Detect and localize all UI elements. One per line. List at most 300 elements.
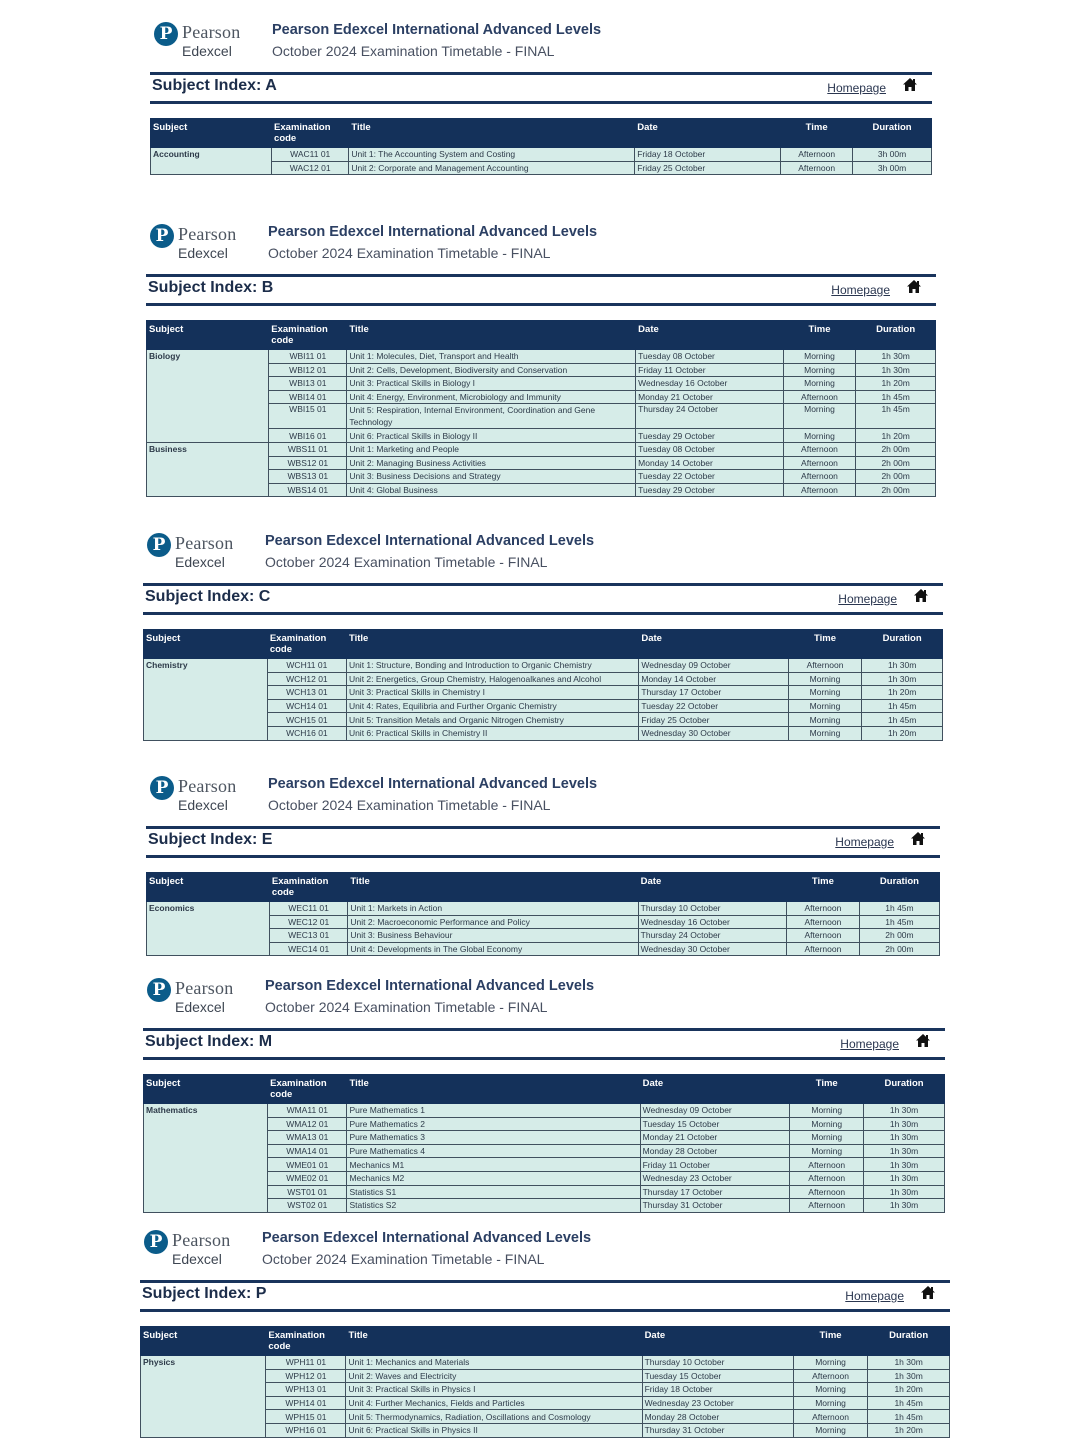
- time-cell: Morning: [793, 1356, 867, 1370]
- col-header-exam-code: Examination code: [272, 119, 349, 148]
- exam-code-cell: WST01 01: [268, 1185, 347, 1199]
- subject-index-bar: [146, 274, 936, 306]
- time-cell: Morning: [790, 1131, 864, 1145]
- duration-cell: 1h 30m: [864, 1185, 945, 1199]
- title-cell: Unit 1: Markets in Action: [348, 902, 638, 916]
- date-cell: Thursday 31 October: [640, 1199, 790, 1213]
- title-cell: Pure Mathematics 3: [347, 1131, 640, 1145]
- brand-name: Pearson: [172, 1230, 231, 1250]
- time-cell: Afternoon: [783, 456, 856, 470]
- time-cell: Morning: [788, 726, 862, 740]
- col-header-time: Time: [783, 321, 856, 350]
- duration-cell: 1h 30m: [864, 1104, 945, 1118]
- date-cell: Monday 28 October: [640, 1144, 790, 1158]
- subject-index-label: Subject Index: M: [145, 1033, 273, 1050]
- header-titles: [265, 978, 594, 1015]
- table-header-row: [141, 1327, 950, 1356]
- brand-name: Pearson: [182, 22, 241, 42]
- date-cell: Monday 28 October: [642, 1410, 793, 1424]
- duration-cell: 1h 45m: [862, 699, 943, 713]
- date-cell: Thursday 10 October: [638, 902, 786, 916]
- col-header-title: Title: [348, 873, 638, 902]
- col-header-exam-code: Examination code: [267, 630, 346, 659]
- time-cell: Afternoon: [783, 483, 856, 497]
- time-cell: Morning: [783, 404, 856, 429]
- date-cell: Friday 18 October: [635, 148, 781, 162]
- date-cell: Wednesday 09 October: [640, 1104, 790, 1118]
- title-cell: Unit 1: Mechanics and Materials: [346, 1356, 642, 1370]
- subject-section: [150, 20, 932, 175]
- exam-code-cell: WCH12 01: [267, 672, 346, 686]
- exam-code-cell: WEC13 01: [269, 929, 348, 943]
- time-cell: Afternoon: [783, 390, 856, 404]
- section-header: [140, 1228, 950, 1280]
- title-cell: Unit 6: Practical Skills in Chemistry II: [346, 726, 638, 740]
- date-cell: Wednesday 30 October: [639, 726, 788, 740]
- duration-cell: 1h 30m: [856, 363, 936, 377]
- pearson-logo: [150, 776, 260, 818]
- time-cell: Afternoon: [783, 442, 856, 456]
- pearson-logo: [144, 1230, 254, 1272]
- duration-cell: 1h 30m: [864, 1171, 945, 1185]
- date-cell: Friday 18 October: [642, 1383, 793, 1397]
- duration-cell: 1h 30m: [864, 1158, 945, 1172]
- subject-section: [143, 531, 943, 741]
- date-cell: Thursday 24 October: [636, 404, 784, 429]
- subject-cell: Physics: [141, 1356, 266, 1438]
- date-cell: Wednesday 30 October: [638, 942, 786, 956]
- col-header-duration: Duration: [859, 873, 939, 902]
- duration-cell: 1h 30m: [856, 350, 936, 364]
- house-icon[interactable]: [920, 1285, 936, 1304]
- subject-index-label: Subject Index: P: [142, 1285, 267, 1302]
- title-cell: Unit 2: Managing Business Activities: [347, 456, 636, 470]
- time-cell: Afternoon: [786, 929, 859, 943]
- exam-code-cell: WAC11 01: [272, 148, 349, 162]
- date-cell: Monday 21 October: [640, 1131, 790, 1145]
- date-cell: Monday 14 October: [639, 672, 788, 686]
- duration-cell: 1h 20m: [856, 429, 936, 443]
- house-icon[interactable]: [915, 1033, 931, 1052]
- col-header-date: Date: [640, 1075, 790, 1104]
- title-cell: Statistics S2: [347, 1199, 640, 1213]
- section-header: [146, 774, 940, 826]
- header-titles: [272, 22, 601, 59]
- title-cell: Unit 1: The Accounting System and Costing: [349, 148, 635, 162]
- duration-cell: 1h 45m: [859, 902, 939, 916]
- title-cell: Unit 5: Respiration, Internal Environment, Coordination and Gene Technology: [347, 404, 636, 429]
- homepage-link[interactable]: Homepage: [835, 835, 894, 849]
- col-header-exam-code: Examination code: [269, 873, 348, 902]
- timetable-title: October 2024 Examination Timetable - FINAL: [268, 797, 551, 813]
- exam-code-cell: WCH13 01: [267, 686, 346, 700]
- subject-index-bar: [150, 72, 932, 104]
- title-cell: Unit 3: Practical Skills in Physics I: [346, 1383, 642, 1397]
- timetable-title: October 2024 Examination Timetable - FINAL: [265, 554, 548, 570]
- brand-name: Pearson: [178, 224, 237, 244]
- col-header-exam-code: Examination code: [268, 1075, 347, 1104]
- title-cell: Unit 4: Global Business: [347, 483, 636, 497]
- duration-cell: 2h 00m: [856, 470, 936, 484]
- exam-code-cell: WPH16 01: [266, 1423, 346, 1437]
- pearson-p-icon: P: [150, 776, 174, 800]
- date-cell: Wednesday 09 October: [639, 659, 788, 673]
- duration-cell: 1h 30m: [864, 1117, 945, 1131]
- col-header-duration: Duration: [868, 1327, 950, 1356]
- exam-code-cell: WMA11 01: [268, 1104, 347, 1118]
- title-cell: Unit 4: Further Mechanics, Fields and Particles: [346, 1396, 642, 1410]
- duration-cell: 1h 30m: [864, 1199, 945, 1213]
- exam-code-cell: WAC12 01: [272, 161, 349, 175]
- exam-code-cell: WBI15 01: [269, 404, 347, 429]
- brand-sub: Edexcel: [178, 245, 228, 261]
- time-cell: Afternoon: [790, 1158, 864, 1172]
- col-header-duration: Duration: [853, 119, 932, 148]
- duration-cell: 1h 45m: [868, 1410, 950, 1424]
- homepage-link[interactable]: Homepage: [840, 1037, 899, 1051]
- time-cell: Afternoon: [781, 148, 853, 162]
- exam-code-cell: WBI13 01: [269, 377, 347, 391]
- subject-index-bar: [143, 1028, 945, 1060]
- table-row: [144, 659, 943, 673]
- table-header-row: [147, 873, 940, 902]
- pearson-p-icon: P: [147, 978, 171, 1002]
- pearson-logo: [147, 978, 257, 1020]
- time-cell: Afternoon: [786, 902, 859, 916]
- col-header-time: Time: [786, 873, 859, 902]
- col-header-date: Date: [642, 1327, 793, 1356]
- time-cell: Afternoon: [781, 161, 853, 175]
- section-header: [146, 222, 936, 274]
- title-cell: Unit 4: Energy, Environment, Microbiology and Immunity: [347, 390, 636, 404]
- duration-cell: 3h 00m: [853, 148, 932, 162]
- date-cell: Thursday 24 October: [638, 929, 786, 943]
- date-cell: Thursday 17 October: [639, 686, 788, 700]
- time-cell: Afternoon: [783, 470, 856, 484]
- title-cell: Unit 2: Waves and Electricity: [346, 1369, 642, 1383]
- subject-cell: Mathematics: [144, 1104, 268, 1213]
- time-cell: Morning: [788, 699, 862, 713]
- time-cell: Morning: [783, 363, 856, 377]
- duration-cell: 1h 30m: [862, 672, 943, 686]
- subject-cell: Economics: [147, 902, 270, 956]
- duration-cell: 2h 00m: [859, 942, 939, 956]
- exam-code-cell: WEC11 01: [269, 902, 348, 916]
- date-cell: Tuesday 08 October: [636, 350, 784, 364]
- duration-cell: 1h 20m: [862, 726, 943, 740]
- time-cell: Morning: [783, 429, 856, 443]
- house-icon[interactable]: [910, 831, 926, 850]
- exam-code-cell: WBS11 01: [269, 442, 347, 456]
- brand-name: Pearson: [175, 978, 234, 998]
- exam-code-cell: WEC14 01: [269, 942, 348, 956]
- date-cell: Thursday 17 October: [640, 1185, 790, 1199]
- duration-cell: 2h 00m: [856, 442, 936, 456]
- brand-sub: Edexcel: [178, 797, 228, 813]
- homepage-link[interactable]: Homepage: [845, 1289, 904, 1303]
- col-header-subject: Subject: [141, 1327, 266, 1356]
- col-header-title: Title: [349, 119, 635, 148]
- qualification-title: Pearson Edexcel International Advanced Levels: [265, 533, 595, 549]
- date-cell: Friday 25 October: [635, 161, 781, 175]
- table-row: [147, 350, 936, 364]
- exam-code-cell: WPH12 01: [266, 1369, 346, 1383]
- time-cell: Morning: [790, 1104, 864, 1118]
- time-cell: Afternoon: [790, 1171, 864, 1185]
- subject-section: [140, 1228, 950, 1438]
- title-cell: Unit 3: Business Decisions and Strategy: [347, 470, 636, 484]
- subject-index-bar: [146, 826, 940, 858]
- exam-code-cell: WMA14 01: [268, 1144, 347, 1158]
- pearson-p-icon: P: [147, 533, 171, 557]
- time-cell: Morning: [788, 686, 862, 700]
- subject-index-label: Subject Index: C: [145, 588, 271, 605]
- timetable-table: [146, 320, 936, 497]
- col-header-duration: Duration: [864, 1075, 945, 1104]
- date-cell: Thursday 31 October: [642, 1423, 793, 1437]
- house-icon[interactable]: [913, 588, 929, 607]
- col-header-date: Date: [636, 321, 784, 350]
- col-header-duration: Duration: [856, 321, 936, 350]
- pearson-logo: [147, 533, 257, 575]
- date-cell: Tuesday 22 October: [639, 699, 788, 713]
- header-titles: [262, 1230, 591, 1267]
- duration-cell: 1h 30m: [864, 1144, 945, 1158]
- house-icon[interactable]: [902, 77, 918, 96]
- duration-cell: 1h 45m: [862, 713, 943, 727]
- homepage-link[interactable]: Homepage: [838, 592, 897, 606]
- subject-index-label: Subject Index: A: [152, 77, 277, 94]
- brand-sub: Edexcel: [175, 999, 225, 1015]
- duration-cell: 1h 45m: [859, 915, 939, 929]
- qualification-title: Pearson Edexcel International Advanced Levels: [272, 22, 602, 38]
- duration-cell: 2h 00m: [856, 456, 936, 470]
- subject-index-label: Subject Index: B: [148, 279, 274, 296]
- brand-name: Pearson: [175, 533, 234, 553]
- title-cell: Unit 4: Developments in The Global Economy: [348, 942, 638, 956]
- homepage-link[interactable]: Homepage: [831, 283, 890, 297]
- col-header-title: Title: [346, 630, 638, 659]
- timetable-table: [140, 1326, 950, 1438]
- col-header-subject: Subject: [144, 630, 268, 659]
- exam-code-cell: WPH13 01: [266, 1383, 346, 1397]
- timetable-table: [143, 629, 943, 741]
- title-cell: Unit 1: Marketing and People: [347, 442, 636, 456]
- title-cell: Unit 2: Cells, Development, Biodiversity and Conservation: [347, 363, 636, 377]
- exam-code-cell: WBI14 01: [269, 390, 347, 404]
- pearson-p-icon: P: [150, 224, 174, 248]
- brand-sub: Edexcel: [182, 43, 232, 59]
- col-header-time: Time: [788, 630, 862, 659]
- date-cell: Monday 14 October: [636, 456, 784, 470]
- date-cell: Friday 11 October: [640, 1158, 790, 1172]
- exam-code-cell: WBI12 01: [269, 363, 347, 377]
- col-header-subject: Subject: [147, 321, 269, 350]
- duration-cell: 2h 00m: [856, 483, 936, 497]
- time-cell: Morning: [793, 1396, 867, 1410]
- title-cell: Unit 1: Molecules, Diet, Transport and Health: [347, 350, 636, 364]
- title-cell: Unit 1: Structure, Bonding and Introduction to Organic Chemistry: [346, 659, 638, 673]
- brand-sub: Edexcel: [175, 554, 225, 570]
- exam-code-cell: WBS13 01: [269, 470, 347, 484]
- col-header-subject: Subject: [144, 1075, 268, 1104]
- subject-index-label: Subject Index: E: [148, 831, 273, 848]
- date-cell: Wednesday 16 October: [636, 377, 784, 391]
- subject-cell: Business: [147, 442, 269, 496]
- header-titles: [268, 224, 597, 261]
- time-cell: Morning: [790, 1117, 864, 1131]
- table-header-row: [144, 1075, 945, 1104]
- table-row: [141, 1356, 950, 1370]
- date-cell: Tuesday 15 October: [642, 1369, 793, 1383]
- timetable-title: October 2024 Examination Timetable - FINAL: [268, 245, 551, 261]
- duration-cell: 1h 30m: [862, 659, 943, 673]
- table-row: [144, 1104, 945, 1118]
- exam-code-cell: WMA13 01: [268, 1131, 347, 1145]
- date-cell: Tuesday 29 October: [636, 483, 784, 497]
- table-row: [147, 442, 936, 456]
- exam-code-cell: WPH14 01: [266, 1396, 346, 1410]
- time-cell: Morning: [790, 1144, 864, 1158]
- house-icon[interactable]: [906, 279, 922, 298]
- timetable-title: October 2024 Examination Timetable - FINAL: [262, 1251, 545, 1267]
- timetable-title: October 2024 Examination Timetable - FINAL: [265, 999, 548, 1015]
- title-cell: Unit 3: Business Behaviour: [348, 929, 638, 943]
- col-header-date: Date: [635, 119, 781, 148]
- subject-section: [146, 774, 940, 956]
- col-header-exam-code: Examination code: [269, 321, 347, 350]
- qualification-title: Pearson Edexcel International Advanced Levels: [265, 978, 595, 994]
- pearson-p-icon: P: [144, 1230, 168, 1254]
- duration-cell: 1h 30m: [864, 1131, 945, 1145]
- subject-cell: Accounting: [151, 148, 272, 175]
- qualification-title: Pearson Edexcel International Advanced Levels: [268, 224, 598, 240]
- title-cell: Unit 3: Practical Skills in Biology I: [347, 377, 636, 391]
- table-header-row: [151, 119, 932, 148]
- title-cell: Statistics S1: [347, 1185, 640, 1199]
- title-cell: Unit 5: Transition Metals and Organic Nitrogen Chemistry: [346, 713, 638, 727]
- col-header-title: Title: [347, 1075, 640, 1104]
- duration-cell: 1h 30m: [868, 1356, 950, 1370]
- subject-index-bar: [143, 583, 943, 615]
- title-cell: Mechanics M1: [347, 1158, 640, 1172]
- date-cell: Friday 11 October: [636, 363, 784, 377]
- title-cell: Unit 6: Practical Skills in Physics II: [346, 1423, 642, 1437]
- exam-code-cell: WCH11 01: [267, 659, 346, 673]
- col-header-subject: Subject: [147, 873, 270, 902]
- date-cell: Friday 25 October: [639, 713, 788, 727]
- exam-code-cell: WCH15 01: [267, 713, 346, 727]
- duration-cell: 1h 30m: [868, 1369, 950, 1383]
- title-cell: Unit 6: Practical Skills in Biology II: [347, 429, 636, 443]
- duration-cell: 1h 20m: [868, 1423, 950, 1437]
- section-header: [150, 20, 932, 72]
- date-cell: Tuesday 29 October: [636, 429, 784, 443]
- duration-cell: 1h 45m: [856, 404, 936, 429]
- duration-cell: 3h 00m: [853, 161, 932, 175]
- date-cell: Monday 21 October: [636, 390, 784, 404]
- table-row: [151, 148, 932, 162]
- brand-name: Pearson: [178, 776, 237, 796]
- time-cell: Afternoon: [790, 1199, 864, 1213]
- exam-code-cell: WBI16 01: [269, 429, 347, 443]
- exam-code-cell: WPH11 01: [266, 1356, 346, 1370]
- col-header-time: Time: [793, 1327, 867, 1356]
- header-titles: [265, 533, 594, 570]
- date-cell: Tuesday 08 October: [636, 442, 784, 456]
- pearson-p-icon: P: [154, 22, 178, 46]
- col-header-duration: Duration: [862, 630, 943, 659]
- timetable-title: October 2024 Examination Timetable - FINAL: [272, 43, 555, 59]
- exam-code-cell: WCH14 01: [267, 699, 346, 713]
- exam-code-cell: WCH16 01: [267, 726, 346, 740]
- subject-index-bar: [140, 1280, 950, 1312]
- title-cell: Unit 2: Corporate and Management Accounting: [349, 161, 635, 175]
- table-row: [147, 902, 940, 916]
- qualification-title: Pearson Edexcel International Advanced Levels: [262, 1230, 592, 1246]
- qualification-title: Pearson Edexcel International Advanced Levels: [268, 776, 598, 792]
- col-header-title: Title: [347, 321, 636, 350]
- col-header-time: Time: [790, 1075, 864, 1104]
- time-cell: Afternoon: [786, 942, 859, 956]
- subject-cell: Biology: [147, 350, 269, 443]
- homepage-link[interactable]: Homepage: [827, 81, 886, 95]
- duration-cell: 1h 20m: [868, 1383, 950, 1397]
- pearson-logo: [154, 22, 264, 64]
- duration-cell: 1h 45m: [868, 1396, 950, 1410]
- time-cell: Morning: [783, 350, 856, 364]
- exam-code-cell: WEC12 01: [269, 915, 348, 929]
- date-cell: Tuesday 15 October: [640, 1117, 790, 1131]
- exam-code-cell: WBS14 01: [269, 483, 347, 497]
- title-cell: Unit 3: Practical Skills in Chemistry I: [346, 686, 638, 700]
- timetable-table: [146, 872, 940, 956]
- title-cell: Unit 4: Rates, Equilibria and Further Organic Chemistry: [346, 699, 638, 713]
- exam-code-cell: WST02 01: [268, 1199, 347, 1213]
- col-header-time: Time: [781, 119, 853, 148]
- duration-cell: 1h 20m: [856, 377, 936, 391]
- date-cell: Thursday 10 October: [642, 1356, 793, 1370]
- time-cell: Morning: [788, 713, 862, 727]
- title-cell: Unit 2: Energetics, Group Chemistry, Halogenoalkanes and Alcohol: [346, 672, 638, 686]
- col-header-title: Title: [346, 1327, 642, 1356]
- exam-code-cell: WME01 01: [268, 1158, 347, 1172]
- duration-cell: 2h 00m: [859, 929, 939, 943]
- title-cell: Mechanics M2: [347, 1171, 640, 1185]
- time-cell: Afternoon: [793, 1369, 867, 1383]
- title-cell: Pure Mathematics 2: [347, 1117, 640, 1131]
- timetable-table: [150, 118, 932, 175]
- time-cell: Morning: [788, 672, 862, 686]
- time-cell: Afternoon: [788, 659, 862, 673]
- exam-code-cell: WBS12 01: [269, 456, 347, 470]
- header-titles: [268, 776, 597, 813]
- date-cell: Wednesday 23 October: [642, 1396, 793, 1410]
- time-cell: Afternoon: [786, 915, 859, 929]
- title-cell: Unit 2: Macroeconomic Performance and Policy: [348, 915, 638, 929]
- time-cell: Afternoon: [793, 1410, 867, 1424]
- title-cell: Pure Mathematics 1: [347, 1104, 640, 1118]
- exam-code-cell: WME02 01: [268, 1171, 347, 1185]
- pearson-logo: [150, 224, 260, 266]
- exam-code-cell: WMA12 01: [268, 1117, 347, 1131]
- table-header-row: [144, 630, 943, 659]
- table-header-row: [147, 321, 936, 350]
- date-cell: Tuesday 22 October: [636, 470, 784, 484]
- time-cell: Morning: [783, 377, 856, 391]
- date-cell: Wednesday 16 October: [638, 915, 786, 929]
- subject-cell: Chemistry: [144, 659, 268, 741]
